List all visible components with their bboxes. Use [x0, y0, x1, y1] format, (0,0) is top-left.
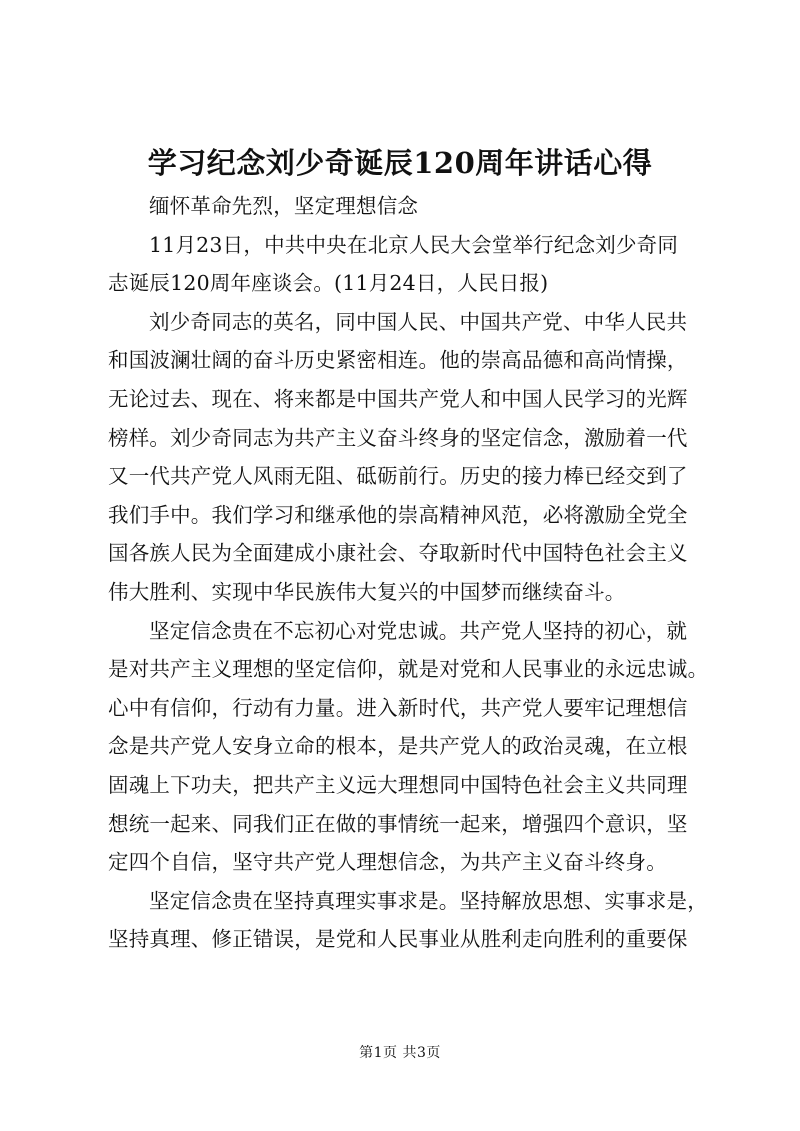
document-title: 学习纪念刘少奇诞辰120周年讲话心得 — [147, 146, 653, 180]
body-paragraph: 刘少奇同志的英名，同中国人民、中国共产党、中华人民共 和国波澜壮阔的奋斗历史紧密相连。他的崇高品德和高尚情操， 无论过去、现在、将来都是中国共产党人和中国人民学习的光辉 榜样。刘少奇同志为共产主义奋斗终身的坚定信念，激励着一代 又一代共产党人风雨无阻、砥砺前行。历史的接力棒已经交到了 我们手中。我们学习和继承他的崇高精神风范，必将激励全党全 国各族人民为全面建成小康社会、夺取新时代中国特色社会主义 伟大胜利、实现中华民族伟大复兴的中国梦而继续奋斗。 — [108, 309, 688, 604]
document-body — [108, 187, 713, 959]
subtitle-paragraph: 缅怀革命先烈，坚定理想信念 — [149, 194, 419, 218]
body-paragraph: 11月23日，中共中央在北京人民大会堂举行纪念刘少奇同 志诞辰120周年座谈会。(11月24日，人民日报) — [108, 232, 679, 296]
body-paragraph: 坚定信念贵在不忘初心对党忠诚。共产党人坚持的初心，就 是对共产主义理想的坚定信仰，就是对党和人民事业的永远忠诚。 心中有信仰，行动有力量。进入新时代，共产党人要牢记理想信 念是共产党人安身立命的根本，是共产党人的政治灵魂，在立根 固魂上下功夫，把共产主义远大理想同中国特色社会主义共同理 想统一起来、同我们正在做的事情统一起来，增强四个意识，坚 定四个自信，坚守共产党人理想信念，为共产主义奋斗终身。 — [108, 618, 709, 875]
body-paragraph: 坚定信念贵在坚持真理实事求是。坚持解放思想、实事求是， 坚持真理、修正错误，是党和人民事业从胜利走向胜利的重要保 — [108, 888, 708, 952]
page-number-footer: 第1页 共3页 — [359, 1045, 441, 1061]
